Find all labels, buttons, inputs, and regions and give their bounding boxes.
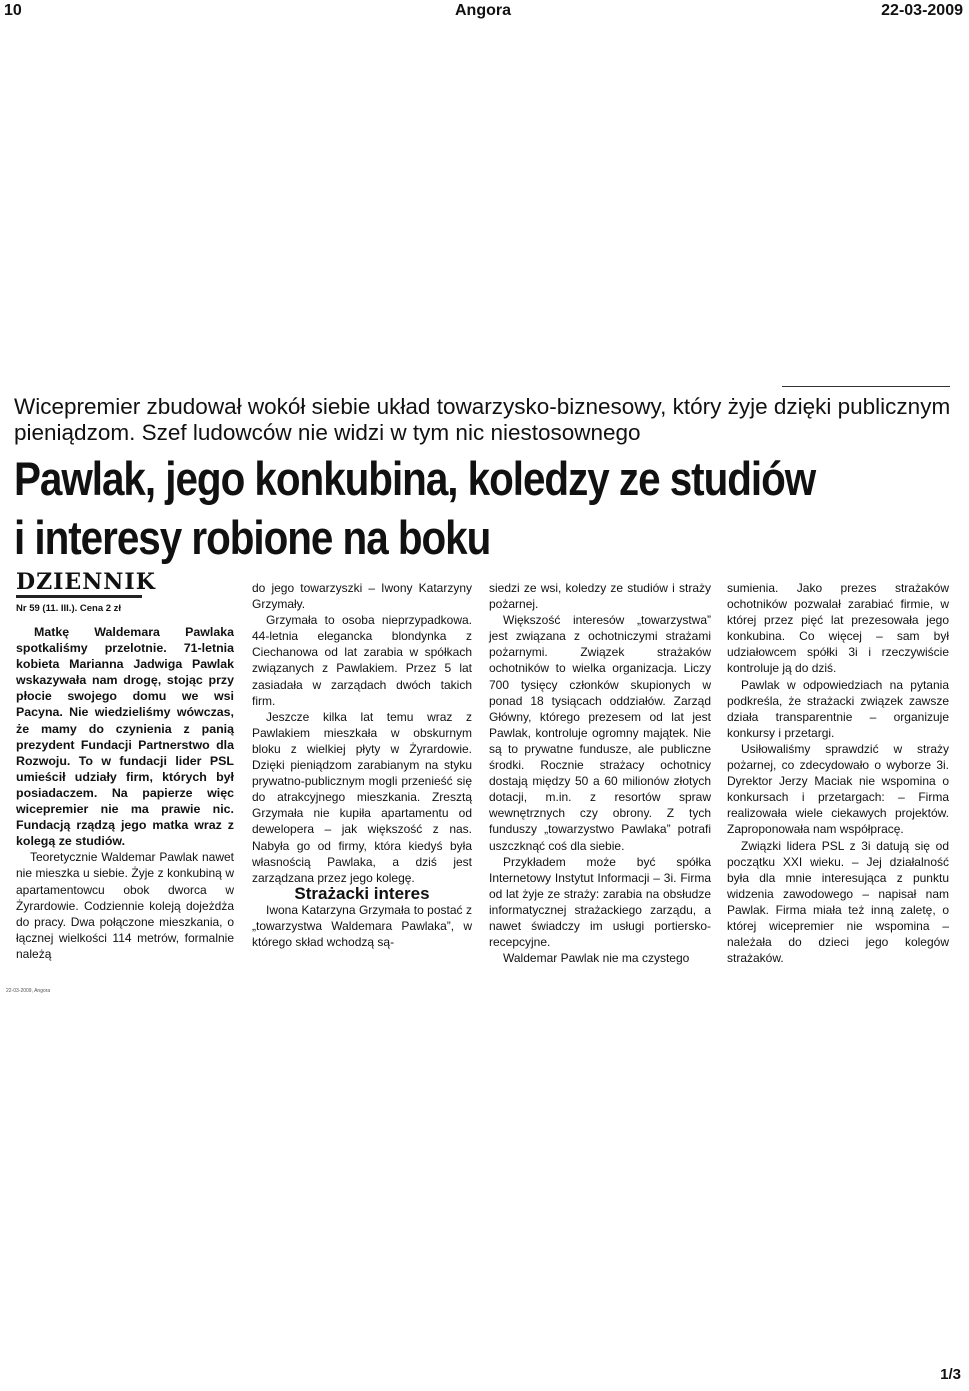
paragraph: Iwona Katarzyna Grzymała to postać z „towarzystwa Waldemara Pawlaka”, w którego skład wchodzą są- (252, 902, 472, 950)
article-column-3 (489, 580, 711, 966)
page-number: 10 (4, 2, 22, 19)
article-kicker: Wicepremier zbudował wokół siebie układ towarzysko-biznesowy, który żyje dzięki publicznym pieniądzom. Szef ludowców nie widzi w tym nic niestosownego (14, 394, 951, 445)
article-subheading: Strażacki interes (294, 883, 430, 903)
paragraph: Przykładem może być spółka Internetowy Instytut Informacji – 3i. Firma od lat żyje ze straży: zarabia na obsłudze informatycznej strażackiego zarządu, a nawet świadczy im usługi portiersko-recepcyjne. (489, 854, 711, 950)
source-issue-line: Nr 59 (11. III.). Cena 2 zł (16, 603, 122, 614)
paragraph: Pawlak w odpowiedziach na pytania podkreśla, że strażacki związek zawsze działa transparentnie – organizuje konkursy i przetargi. (727, 677, 949, 740)
paragraph: Większość interesów „towarzystwa” jest związana z ochotniczymi strażami pożarnymi. Związek strażaków ochotników to wielka organizacja. Liczy 700 tysięcy członków skupionych w ponad 18 tysiącach oddziałów. Zarząd Główny, którego prezesem od lat jest Pawlak, kontroluje ogromny majątek. Nie są to prywatne fundusze, ale publiczne środki. Rocznie strażacy ochotnicy dostają między 50 a 60 milionów złotych dotacji, m.in. z resortów spraw wewnętrznych czy obrony. Z tych funduszy „towarzystwo Pawlaka” potrafi uszczknąć coś dla siebie. (489, 613, 711, 853)
article-headline (14, 449, 822, 567)
paragraph: siedzi ze wsi, koledzy ze studiów i straży pożarnej. (489, 581, 711, 612)
logo-underline (16, 595, 142, 598)
publication-date: 22-03-2009 (881, 2, 963, 19)
paragraph: Związki lidera PSL z 3i datują się od początku XXI wieku. – Jej działalność była dla mnie interesująca z punktu widzenia zawodowego – napisał nam Pawlak. Firma miała też inną zaletę, o której wicepremier nie wspomina – należała do dzieci jego kolegów strażaków. (727, 838, 949, 966)
article-column-2 (252, 580, 472, 950)
headline-line-1: Pawlak, jego konkubina, koledzy ze studiów (14, 452, 816, 505)
paragraph: Jeszcze kilka lat temu wraz z Pawlakiem mieszkała w obskurnym bloku z wielkiej płyty w Żyrardowie. Dzięki pieniądzom zarabianym na styku prywatno-publicznym mogli przenieść się do atrakcyjnego mieszkania. Zresztą Grzymała nie kupiła apartamentu od dewelopera – jak większość z nas. Nabyła go od firmy, która kiedyś była własnością Pawlaka, a dziś jest zarządzana przez jego kolegę. (252, 709, 472, 885)
page-count: 1/3 (940, 1366, 961, 1383)
article-column-1 (16, 624, 234, 962)
footer-stamp: 22-03-2009, Angora (6, 988, 51, 994)
article-lede: Matkę Waldemara Pawlaka spotkaliśmy przelotnie. 71-letnia kobieta Marianna Jadwiga Pawlak wskazywała nam drogę, stojąc przy płocie swojego domu we wsi Pacyna. Nie wiedzieliśmy wówczas, że mamy do czynienia z panią prezydent Fundacji Partnerstwo dla Rozwoju. To w fundacji lider PSL umieścił udziały firm, których był posiadaczem. Na papierze więc wicepremier nie ma prawie nic. Fundacją rządzą jego matka wraz z kolegą ze studiów. (16, 625, 234, 849)
paragraph: Teoretycznie Waldemar Pawlak nawet nie mieszka u siebie. Żyje z konkubiną w apartamentowcu obok dworca w Żyrardowie. Codziennie koleją dojeżdża do pracy. Dwa połączone mieszkania, o łącznej wielkości 114 metrów, formalnie należą (16, 850, 234, 961)
paragraph: do jego towarzyszki – Iwony Katarzyny Grzymały. (252, 581, 472, 612)
paragraph: Usiłowaliśmy sprawdzić w straży pożarnej, co zdecydowało o wyborze 3i. Dyrektor Jerzy Maciak nie wspomina o konkursach i przetargach: – Firma realizowała wiele ciekawych projektów. Zaproponowała nam współpracę. (727, 741, 949, 837)
article-column-4 (727, 580, 949, 966)
paragraph: Waldemar Pawlak nie ma czystego (503, 951, 690, 966)
publication-name: Angora (455, 2, 511, 19)
dziennik-logo: DZIENNIK (16, 569, 156, 595)
headline-line-2: i interesy robione na boku (14, 511, 491, 564)
top-rule (782, 386, 950, 387)
paragraph: Grzymała to osoba nieprzypadkowa. 44-letnia elegancka blondynka z Ciechanowa od lat zarabia w spółkach związanych z Pawlakiem. Przez 5 lat zasiadała w zarządach dwóch takich firm. (252, 613, 472, 708)
paragraph: sumienia. Jako prezes strażaków ochotników pozwalał zarabiać firmie, w której przez pięć lat prezesowała jego konkubina. Co więcej – sam był udziałowcem spółki 3i i rzeczywiście kontroluje ją do dziś. (727, 581, 949, 676)
